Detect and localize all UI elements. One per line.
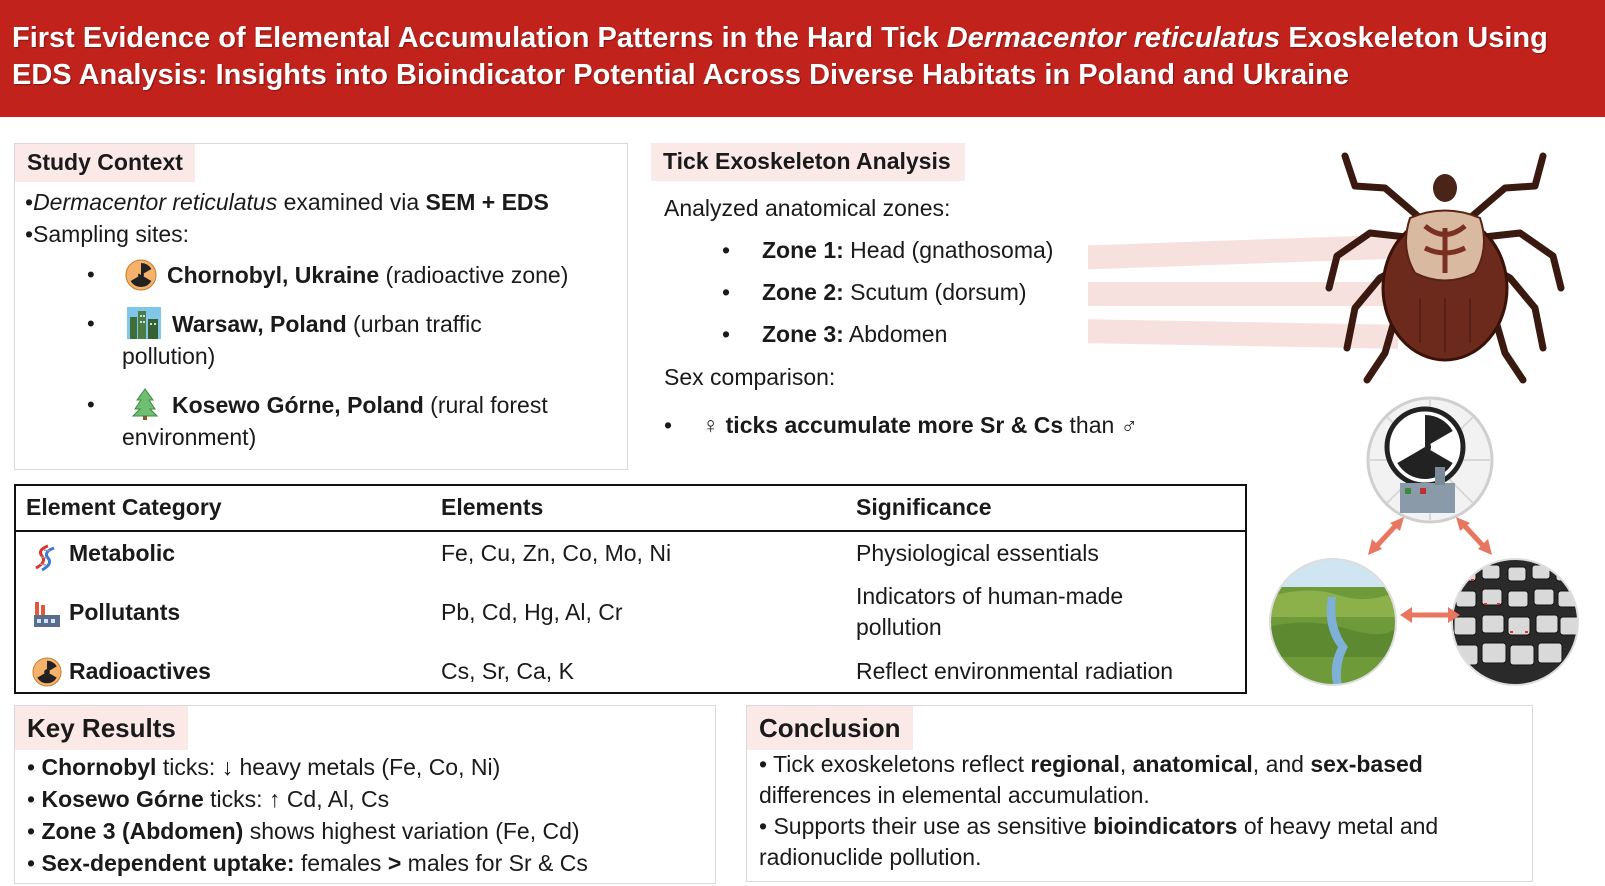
result-item: • Zone 3 (Abdomen) shows highest variation (Fe, Cd): [27, 818, 580, 844]
row-metabolic-significance: Physiological essentials: [856, 540, 1099, 566]
city-icon: [127, 307, 161, 339]
site-kosewo: [172, 390, 548, 420]
sex-comparison: [702, 410, 1138, 440]
element-category-table: [14, 484, 1247, 694]
table-header-divider: [16, 530, 1245, 532]
bullet-dot: •: [87, 311, 95, 336]
title-species: Dermacentor reticulatus: [946, 22, 1281, 54]
female-symbol: ♀: [702, 412, 720, 438]
zone-label: Zone 1:: [762, 237, 844, 263]
result-bold: Sex-dependent uptake:: [41, 850, 295, 876]
conclusion-text: , and: [1252, 751, 1311, 777]
chornobyl-radiation-habitat-icon: [1365, 395, 1495, 525]
study-line-1-rest: examined via: [277, 189, 426, 215]
method-label: SEM + EDS: [425, 189, 549, 215]
key-results-panel: [14, 705, 716, 884]
result-item: • Kosewo Górne ticks: ↑ Cd, Al, Cs: [27, 786, 390, 812]
row-pollutants-significance-cont: pollution: [856, 614, 942, 640]
conclusion-line-4: radionuclide pollution.: [759, 844, 982, 870]
key-results-title: Key Results: [15, 706, 188, 750]
row-pollutants-category: Pollutants: [69, 599, 181, 625]
bullet-dot: •: [87, 392, 95, 417]
sex-bullet: •: [664, 412, 673, 438]
conclusion-text: • Tick exoskeletons reflect: [759, 751, 1031, 777]
zone-desc: Head (gnathosoma): [843, 237, 1054, 263]
zone-2-bullet: •: [722, 279, 731, 305]
table-header-elements: Elements: [441, 494, 544, 520]
title-part-1: First Evidence of Elemental Accumulation Patterns in the Hard Tick: [12, 22, 947, 54]
sex-bold: ticks accumulate more Sr & Cs: [725, 412, 1064, 438]
title-line-2: EDS Analysis: Insights into Bioindicator Potential Across Diverse Habitats in Poland and Ukraine: [12, 59, 1349, 91]
zone-desc: Scutum (dorsum): [843, 279, 1027, 305]
conclusion-bold: bioindicators: [1093, 813, 1238, 839]
species-name: Dermacentor reticulatus: [33, 189, 278, 215]
zone-2: [762, 277, 1027, 307]
result-bold-2: >: [387, 850, 402, 876]
conclusion-text: of heavy metal and: [1237, 813, 1439, 839]
result-bold: Kosewo Górne: [41, 786, 204, 812]
zone-label: Zone 2:: [762, 279, 844, 305]
study-line-2: •Sampling sites:: [25, 221, 190, 247]
radiation-icon: [32, 657, 62, 687]
row-radioactives-category: Radioactives: [69, 658, 211, 684]
row-radioactives-significance: Reflect environmental radiation: [856, 658, 1174, 684]
habitat-arrows-icon: [1360, 515, 1500, 625]
table-header-category: Element Category: [26, 494, 222, 520]
conclusion-title: Conclusion: [747, 706, 913, 750]
result-rest: shows highest variation (Fe, Cd): [243, 818, 580, 844]
tick-analysis-title: Tick Exoskeleton Analysis: [651, 143, 965, 181]
zone-3: [762, 319, 947, 349]
factory-icon: [32, 599, 62, 629]
zone-3-bullet: •: [722, 321, 731, 347]
bullet: •: [25, 189, 34, 215]
radiation-icon: [125, 259, 157, 291]
zones-heading: Analyzed anatomical zones:: [664, 195, 951, 221]
header-banner: [0, 0, 1605, 117]
conclusion-bold: regional: [1030, 751, 1120, 777]
site-name: Chornobyl, Ukraine: [167, 262, 380, 288]
site-desc: (rural forest: [423, 392, 548, 418]
conclusion-bold: sex-based: [1310, 751, 1423, 777]
site-warsaw-cont: pollution): [122, 343, 216, 369]
conclusion-panel: [746, 705, 1533, 882]
row-metabolic-category: Metabolic: [69, 540, 176, 566]
tree-icon: [132, 388, 158, 420]
male-symbol: ♂: [1120, 412, 1138, 438]
conclusion-text: ,: [1119, 751, 1133, 777]
conclusion-line-2: differences in elemental accumulation.: [759, 782, 1150, 808]
result-bold: Chornobyl: [41, 754, 157, 780]
conclusion-line-1: [759, 749, 1423, 779]
result-bold: Zone 3 (Abdomen): [41, 818, 244, 844]
title-part-2: Exoskeleton Using: [1280, 22, 1548, 54]
table-header-significance: Significance: [856, 494, 992, 520]
study-context-title: Study Context: [15, 144, 195, 182]
site-desc: (radioactive zone): [379, 262, 569, 288]
zone-label: Zone 3:: [762, 321, 844, 347]
study-context-panel: [14, 143, 628, 470]
conclusion-line-3: [759, 811, 1438, 841]
site-kosewo-cont: environment): [122, 424, 257, 450]
conclusion-bold: anatomical: [1132, 751, 1253, 777]
row-metabolic-elements: Fe, Cu, Zn, Co, Mo, Ni: [441, 540, 672, 566]
result-item: • Chornobyl ticks: ↓ heavy metals (Fe, Co, Ni): [27, 754, 501, 780]
site-name: Warsaw, Poland: [172, 311, 347, 337]
title-line-1: [12, 20, 1595, 57]
result-rest: ticks: ↓ heavy metals (Fe, Co, Ni): [156, 754, 501, 780]
bullet-dot: •: [87, 262, 95, 287]
sex-heading: Sex comparison:: [664, 364, 836, 390]
result-rest: ticks: ↑ Cd, Al, Cs: [203, 786, 390, 812]
site-name: Kosewo Górne, Poland: [172, 392, 424, 418]
result-rest-2: males for Sr & Cs: [401, 850, 588, 876]
site-chornobyl: [167, 260, 568, 290]
dna-icon: [32, 542, 62, 572]
result-rest: females: [294, 850, 388, 876]
zone-desc: Abdomen: [843, 321, 948, 347]
row-pollutants-significance: Indicators of human-made: [856, 583, 1124, 609]
row-radioactives-elements: Cs, Sr, Ca, K: [441, 658, 574, 684]
study-line-1: [25, 187, 549, 217]
row-pollutants-elements: Pb, Cd, Hg, Al, Cr: [441, 599, 623, 625]
result-item: • Sex-dependent uptake: females > males for Sr & Cs: [27, 850, 588, 876]
zone-1: [762, 235, 1053, 265]
conclusion-text: • Supports their use as sensitive: [759, 813, 1094, 839]
zone-1-bullet: •: [722, 237, 731, 263]
tick-icon: [1325, 148, 1565, 393]
sex-rest: than: [1063, 412, 1121, 438]
site-desc: (urban traffic: [346, 311, 482, 337]
site-warsaw: [172, 309, 482, 339]
